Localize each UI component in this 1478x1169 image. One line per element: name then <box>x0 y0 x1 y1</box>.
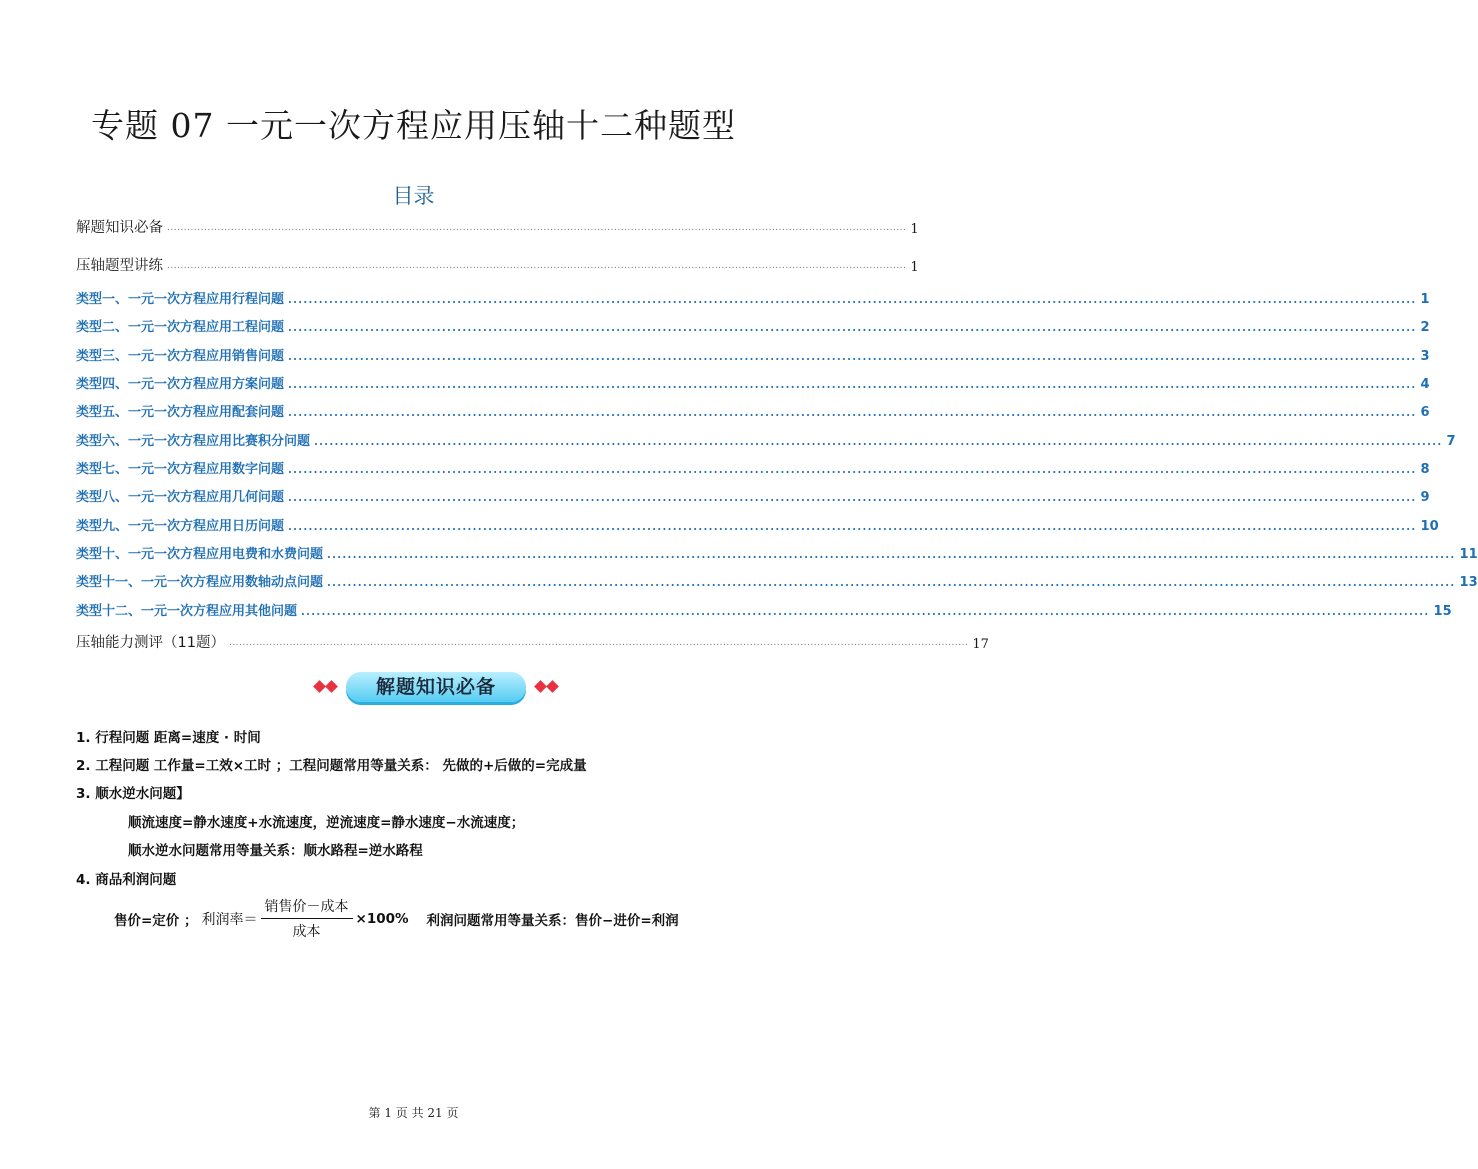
knowledge-line-4: 顺流速度=静水速度+水流速度，逆流速度=静水速度−水流速度； <box>128 815 525 831</box>
toc-entry[interactable] <box>76 398 1430 420</box>
toc-entry[interactable] <box>76 597 1452 619</box>
toc-entry-label: 类型十、一元一次方程应用电费和水费问题 <box>76 547 324 562</box>
profit-formula <box>114 896 679 941</box>
toc-entry-page: 15 <box>1433 604 1452 619</box>
page-footer: 第 1 页 共 21 页 <box>368 1106 459 1120</box>
toc-leader-dots: ............................................................................................................................................................................................................................ <box>288 406 1417 419</box>
toc-leader-dots: ............................................................................................................................................................................................................................ <box>288 520 1417 533</box>
toc-entry-page: 17 <box>972 637 989 652</box>
toc-entry-label: 压轴题型讲练 <box>76 258 163 274</box>
toc-leader-dots: ............................................................................................................................................................................................................................ <box>288 378 1417 391</box>
banner-pill <box>346 672 526 702</box>
toc-entry-label: 类型十二、一元一次方程应用其他问题 <box>76 604 298 619</box>
formula-prefix: 售价=定价 ； <box>114 912 198 929</box>
toc-leader-dots: ............................................................................................................................................................................................................................ <box>167 261 907 271</box>
toc-entry[interactable] <box>76 370 1430 392</box>
toc-entry-page: 4 <box>1420 377 1430 392</box>
toc-entry[interactable] <box>76 342 1430 364</box>
diamond-icon <box>534 680 547 693</box>
toc-leader-dots: ............................................................................................................................................................................................................................ <box>288 293 1417 306</box>
toc-leader-dots: ............................................................................................................................................................................................................................ <box>301 605 1430 618</box>
toc-entry[interactable] <box>76 253 919 275</box>
diamond-icon <box>325 680 338 693</box>
knowledge-line-3: 3. 顺水逆水问题】 <box>76 786 190 802</box>
toc-entry-page: 2 <box>1420 320 1430 335</box>
formula-times: ×100% <box>355 910 409 927</box>
formula-lhs: 利润率＝ <box>201 911 258 928</box>
toc-entry[interactable] <box>76 427 1456 449</box>
toc-entry-page: 1 <box>910 222 919 237</box>
formula-fraction <box>261 896 353 941</box>
formula-denominator: 成本 <box>292 924 321 940</box>
toc-leader-dots: ............................................................................................................................................................................................................................ <box>167 223 907 233</box>
toc-entry-label: 类型九、一元一次方程应用日历问题 <box>76 519 285 534</box>
toc-entry-page: 13 <box>1459 575 1478 590</box>
toc-entry-label: 类型五、一元一次方程应用配套问题 <box>76 405 285 420</box>
knowledge-line-6: 4. 商品利润问题 <box>76 872 177 888</box>
toc-entry[interactable] <box>76 455 1430 477</box>
toc-leader-dots: ............................................................................................................................................................................................................................ <box>288 350 1417 363</box>
toc-entry-label: 压轴能力测评（11题） <box>76 635 225 651</box>
toc-entry-page: 9 <box>1420 490 1430 505</box>
toc-entry[interactable] <box>76 512 1439 534</box>
section-banner <box>312 670 560 706</box>
toc-entry-label: 类型十一、一元一次方程应用数轴动点问题 <box>76 575 324 590</box>
knowledge-line-5: 顺水逆水问题常用等量关系：顺水路程=逆水路程 <box>128 843 423 859</box>
toc-leader-dots: ............................................................................................................................................................................................................................ <box>288 321 1417 334</box>
toc-leader-dots: ............................................................................................................................................................................................................................ <box>314 435 1443 448</box>
toc-entry-label: 类型八、一元一次方程应用几何问题 <box>76 490 285 505</box>
toc-entry-page: 6 <box>1420 405 1430 420</box>
toc-leader-dots: ............................................................................................................................................................................................................................ <box>228 638 969 648</box>
toc-entry-page: 3 <box>1420 349 1430 364</box>
diamond-icon <box>546 680 559 693</box>
toc-entry-page: 8 <box>1420 462 1430 477</box>
document-title: 专题 07 一元一次方程应用压轴十二种题型 <box>91 106 736 145</box>
toc-leader-dots: ............................................................................................................................................................................................................................ <box>327 576 1456 589</box>
toc-entry[interactable] <box>76 630 989 652</box>
toc-entry-page: 7 <box>1446 434 1456 449</box>
toc-entry-label: 类型三、一元一次方程应用销售问题 <box>76 349 285 364</box>
toc-entry-page: 1 <box>910 260 919 275</box>
toc-entry[interactable] <box>76 285 1430 307</box>
toc-entry-label: 类型一、一元一次方程应用行程问题 <box>76 292 285 307</box>
formula-suffix: 利润问题常用等量关系：售价−进价=利润 <box>426 912 679 929</box>
toc-entry-label: 类型六、一元一次方程应用比赛积分问题 <box>76 434 311 449</box>
toc-leader-dots: ............................................................................................................................................................................................................................ <box>288 491 1417 504</box>
toc-entry-page: 1 <box>1420 292 1430 307</box>
toc-entry-label: 类型四、一元一次方程应用方案问题 <box>76 377 285 392</box>
toc-leader-dots: ............................................................................................................................................................................................................................ <box>327 548 1456 561</box>
knowledge-line-2: 2. 工程问题 工作量=工效×工时 ；工程问题常用等量关系： 先做的+后做的=完成量 <box>76 758 587 774</box>
toc-entry-page: 11 <box>1459 547 1478 562</box>
toc-entry-page: 10 <box>1420 519 1439 534</box>
toc-entry-label: 类型七、一元一次方程应用数字问题 <box>76 462 285 477</box>
toc-entry-label: 类型二、一元一次方程应用工程问题 <box>76 320 285 335</box>
toc-entry[interactable] <box>76 568 1478 590</box>
toc-entry-label: 解题知识必备 <box>76 220 163 236</box>
toc-heading: 目录 <box>392 184 435 208</box>
toc-entry[interactable] <box>76 540 1478 562</box>
toc-entry[interactable] <box>76 483 1430 505</box>
banner-title: 解题知识必备 <box>375 676 496 698</box>
toc-entry[interactable] <box>76 313 1430 335</box>
toc-leader-dots: ............................................................................................................................................................................................................................ <box>288 463 1417 476</box>
toc-entry[interactable] <box>76 215 919 237</box>
formula-numerator: 销售价－成本 <box>261 896 353 919</box>
knowledge-line-1: 1. 行程问题 距离=速度 · 时间 <box>76 730 261 746</box>
diamond-icon <box>313 680 326 693</box>
